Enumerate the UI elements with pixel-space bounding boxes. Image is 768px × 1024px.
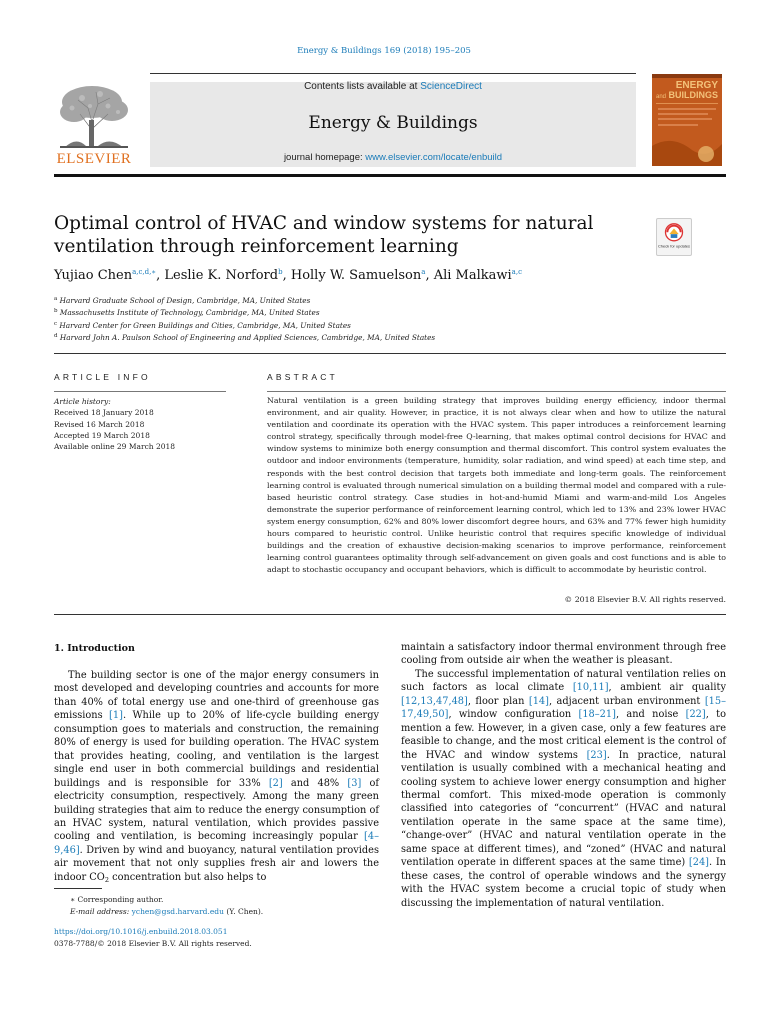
- citation-link[interactable]: [15–17,49,50]: [401, 695, 726, 721]
- section-heading-introduction: 1. Introduction: [54, 643, 135, 654]
- footnote-mark: ∗: [70, 895, 76, 904]
- title-block-rule: [54, 353, 726, 354]
- abstract-rule: [267, 391, 726, 392]
- citation-link[interactable]: [12,13,47,48]: [401, 695, 468, 707]
- body-text: . While up to 20% of life-cycle building energy consumption goes to materials and construction, the remaining 80% of energy is used for building operation. The HVAC system that provides heating, cooling, and ventilation is the largest single end user in both commercial buildings and residential buildings and is responsible for 33%: [54, 710, 379, 789]
- doi-link[interactable]: https://doi.org/10.1016/j.enbuild.2018.03.051: [54, 927, 228, 936]
- affiliation-mark: b: [54, 308, 58, 315]
- citation-link[interactable]: [10,11]: [572, 682, 609, 694]
- author-separator: ,: [156, 268, 165, 283]
- body-column-right: [401, 641, 726, 910]
- body-text: . Driven by wind and buoyancy, natural ventilation provides air movement that not only supplies fresh air and lowers the indoor CO: [54, 844, 379, 883]
- body-text: of electricity consumption, respectively. Among the many green building strategies that aim to reduce the energy consumption of an HVAC system, natural ventilation, which provides passive cooling and ventilation, is becoming increasingly popular: [54, 777, 380, 843]
- doi-block: [54, 926, 384, 949]
- affiliation-item: [54, 319, 694, 331]
- author-affiliation-marks[interactable]: b: [278, 268, 283, 276]
- sciencedirect-link[interactable]: ScienceDirect: [420, 81, 482, 92]
- journal-cover-image[interactable]: [652, 74, 722, 166]
- body-text: . In these cases, the control of operable windows and the synergy with the HVAC system become a crucial topic of study when discussing the implementation of natural ventilation.: [401, 857, 726, 909]
- history-received: Received 18 January 2018: [54, 408, 154, 418]
- article-info-rule: [54, 391, 226, 392]
- email-line: [54, 906, 384, 918]
- elsevier-wordmark[interactable]: ELSEVIER: [56, 151, 132, 167]
- author-affiliation-marks[interactable]: a: [421, 268, 426, 276]
- author-3[interactable]: [291, 268, 426, 283]
- author-separator: ,: [282, 268, 291, 283]
- journal-citation[interactable]: Energy & Buildings 169 (2018) 195–205: [297, 46, 471, 56]
- affiliation-item: [54, 294, 694, 306]
- article-info-heading: ARTICLE INFO: [54, 372, 151, 382]
- history-revised: Revised 16 March 2018: [54, 419, 145, 429]
- affiliation-text: Massachusetts Institute of Technology, Cambridge, MA, United States: [59, 308, 320, 318]
- author-4[interactable]: [434, 268, 522, 283]
- body-text: , floor plan: [467, 695, 529, 707]
- author-affiliation-marks[interactable]: a,c: [511, 268, 522, 276]
- citation-link[interactable]: [18–21]: [578, 709, 616, 721]
- article-history: [54, 396, 234, 452]
- contents-available-line: [150, 81, 636, 92]
- citation-link[interactable]: [1]: [109, 710, 123, 722]
- body-text: . In practice, natural ventilation is usually combined with a mechanical heating and cooling system to achieve lower energy consumption and higher thermal comfort. This mixed-mode operation is commonly classified into categories of “concurrent” (HVAC and natural ventilation operate in the same space at the same time), “change-over” (HVAC and natural ventilation operate in the same space at different times), and “zoned” (HVAC and natural ventilation operate in different spaces at the same time): [401, 749, 726, 869]
- affiliation-text: Harvard Graduate School of Design, Cambridge, MA, United States: [59, 296, 311, 305]
- author-name: Yujiao Chen: [54, 268, 133, 283]
- author-name: Leslie K. Norford: [164, 268, 279, 283]
- cover-title-line-1: ENERGY: [675, 80, 718, 91]
- history-label: Article history:: [54, 397, 111, 406]
- affiliation-mark: a: [54, 296, 58, 302]
- body-text: , and noise: [615, 709, 686, 721]
- body-text: concentration but also helps to: [108, 871, 267, 883]
- abstract-copyright: © 2018 Elsevier B.V. All rights reserved.: [564, 595, 726, 604]
- body-paragraph: maintain a satisfactory indoor thermal environment through free cooling from outside air when the weather is pleasant.: [401, 642, 726, 667]
- body-text: , window configuration: [448, 709, 579, 721]
- body-text: , ambient air quality: [608, 682, 726, 694]
- citation-link[interactable]: [14]: [528, 695, 549, 707]
- affiliation-mark: c: [54, 320, 58, 327]
- author-2[interactable]: [164, 268, 282, 283]
- check-for-updates-badge[interactable]: [656, 218, 692, 256]
- subscript: 2: [104, 875, 109, 884]
- author-name: Ali Malkawi: [433, 268, 512, 283]
- body-text: , to mention a few. However, in a given case, only a few features are feasible to change, and the most critical element is the control of the HVAC and window systems: [401, 709, 727, 761]
- citation-link[interactable]: [2]: [268, 777, 283, 789]
- header-bottom-rule: [54, 174, 726, 177]
- corresponding-label: Corresponding author.: [75, 895, 164, 904]
- author-1[interactable]: [54, 268, 156, 283]
- body-text: The building sector is one of the major energy consumers in most developed and developing countries and accounts for more than 40% of total energy use and one-third of greenhouse gas emissions: [54, 670, 379, 722]
- body-text: and 48%: [282, 777, 348, 789]
- citation-link[interactable]: [22]: [685, 709, 706, 721]
- author-separator: ,: [425, 268, 434, 283]
- email-suffix: (Y. Chen).: [223, 906, 264, 916]
- header-top-rule: [150, 73, 636, 74]
- citation-link[interactable]: [3]: [347, 777, 362, 789]
- history-accepted: Accepted 19 March 2018: [54, 430, 150, 440]
- cover-title-line-2: and: [656, 94, 667, 100]
- citation-link[interactable]: [24]: [688, 857, 710, 869]
- abstract-text: Natural ventilation is a green building strategy that improves building energy efficiency, indoor thermal environment, and air quality. However, in practice, it is not always clear when and how to utilize the natural ventilation and coordinate its operation with the HVAC system. This paper introduces a reinforcement learning control strategy, specifically through model-free Q-learning, that makes optimal control decisions for HVAC and window systems to minimize both energy consumption and thermal discomfort. This control system evaluates the outdoor and indoor environments (temperature, humidity, solar radiation, and wind speed) at each time step, and responds with the best control decision that targets both immediate and long-term goals. The reinforcement learning control is evaluated through numerical simulation on a building thermal model and compared with a rule-based heuristic control strategy. Case studies in hot-and-humid Miami and warm-and-mild Los Angeles demonstrate the superior performance of reinforcement learning control, which led to 13% and 23% lower HVAC system energy consumption, 62% and 80% lower discomfort degree hours, and 63% and 77% fewer high humidity hours compared to heuristic control. Unlike heuristic control that requires specific knowledge of individual buildings and the creation of exhaustive decision-making scenarios to improve performance, reinforcement learning control guarantees optimality through self-advancement on given goals and cost functions and is able to adapt to stochastic occupancy and occupant behaviors, which is difficult to accommodate by heuristic control.: [267, 396, 726, 575]
- footnote-rule: [54, 888, 102, 889]
- homepage-prefix: journal homepage:: [283, 152, 366, 163]
- affiliation-item: [54, 331, 694, 343]
- affiliation-mark: d: [54, 332, 58, 339]
- article-title: Optimal control of HVAC and window systems for natural ventilation through reinforcement learning: [54, 213, 594, 257]
- affiliation-list: [54, 294, 694, 343]
- author-affiliation-marks[interactable]: a,c,d,∗: [132, 268, 157, 276]
- abstract-bottom-rule: [54, 614, 726, 615]
- journal-homepage-line: [150, 152, 636, 163]
- journal-homepage-link[interactable]: www.elsevier.com/locate/enbuild: [365, 152, 503, 163]
- cover-title-line-3: BUILDINGS: [668, 90, 718, 100]
- email-label: E-mail address:: [70, 906, 132, 916]
- affiliation-item: [54, 306, 694, 318]
- journal-title: Energy & Buildings: [308, 113, 478, 133]
- citation-link[interactable]: [23]: [586, 749, 607, 761]
- issn-copyright: 0378-7788/© 2018 Elsevier B.V. All rights reserved.: [54, 938, 252, 948]
- history-available: Available online 29 March 2018: [54, 442, 176, 452]
- body-column-left: [54, 669, 379, 887]
- affiliation-text: Harvard John A. Paulson School of Engineering and Applied Sciences, Cambridge, MA, United States: [59, 332, 436, 342]
- corresponding-line: [54, 894, 384, 906]
- author-name: Holly W. Samuelson: [290, 268, 422, 283]
- corresponding-author-footnote: [54, 894, 384, 917]
- check-updates-label: Check for updates: [657, 243, 691, 249]
- affiliation-text: Harvard Center for Green Buildings and Cities, Cambridge, MA, United States: [59, 320, 351, 330]
- abstract-heading: ABSTRACT: [267, 372, 338, 382]
- citation-link[interactable]: [4–9,46]: [54, 831, 379, 856]
- body-paragraph: [401, 668, 726, 910]
- email-link[interactable]: ychen@gsd.harvard.edu: [131, 906, 224, 916]
- contents-prefix: Contents lists available at: [304, 81, 421, 92]
- body-text: The successful implementation of natural ventilation relies on such factors as local climate: [401, 668, 726, 694]
- body-text: , adjacent urban environment: [549, 695, 705, 707]
- author-list: [54, 268, 694, 283]
